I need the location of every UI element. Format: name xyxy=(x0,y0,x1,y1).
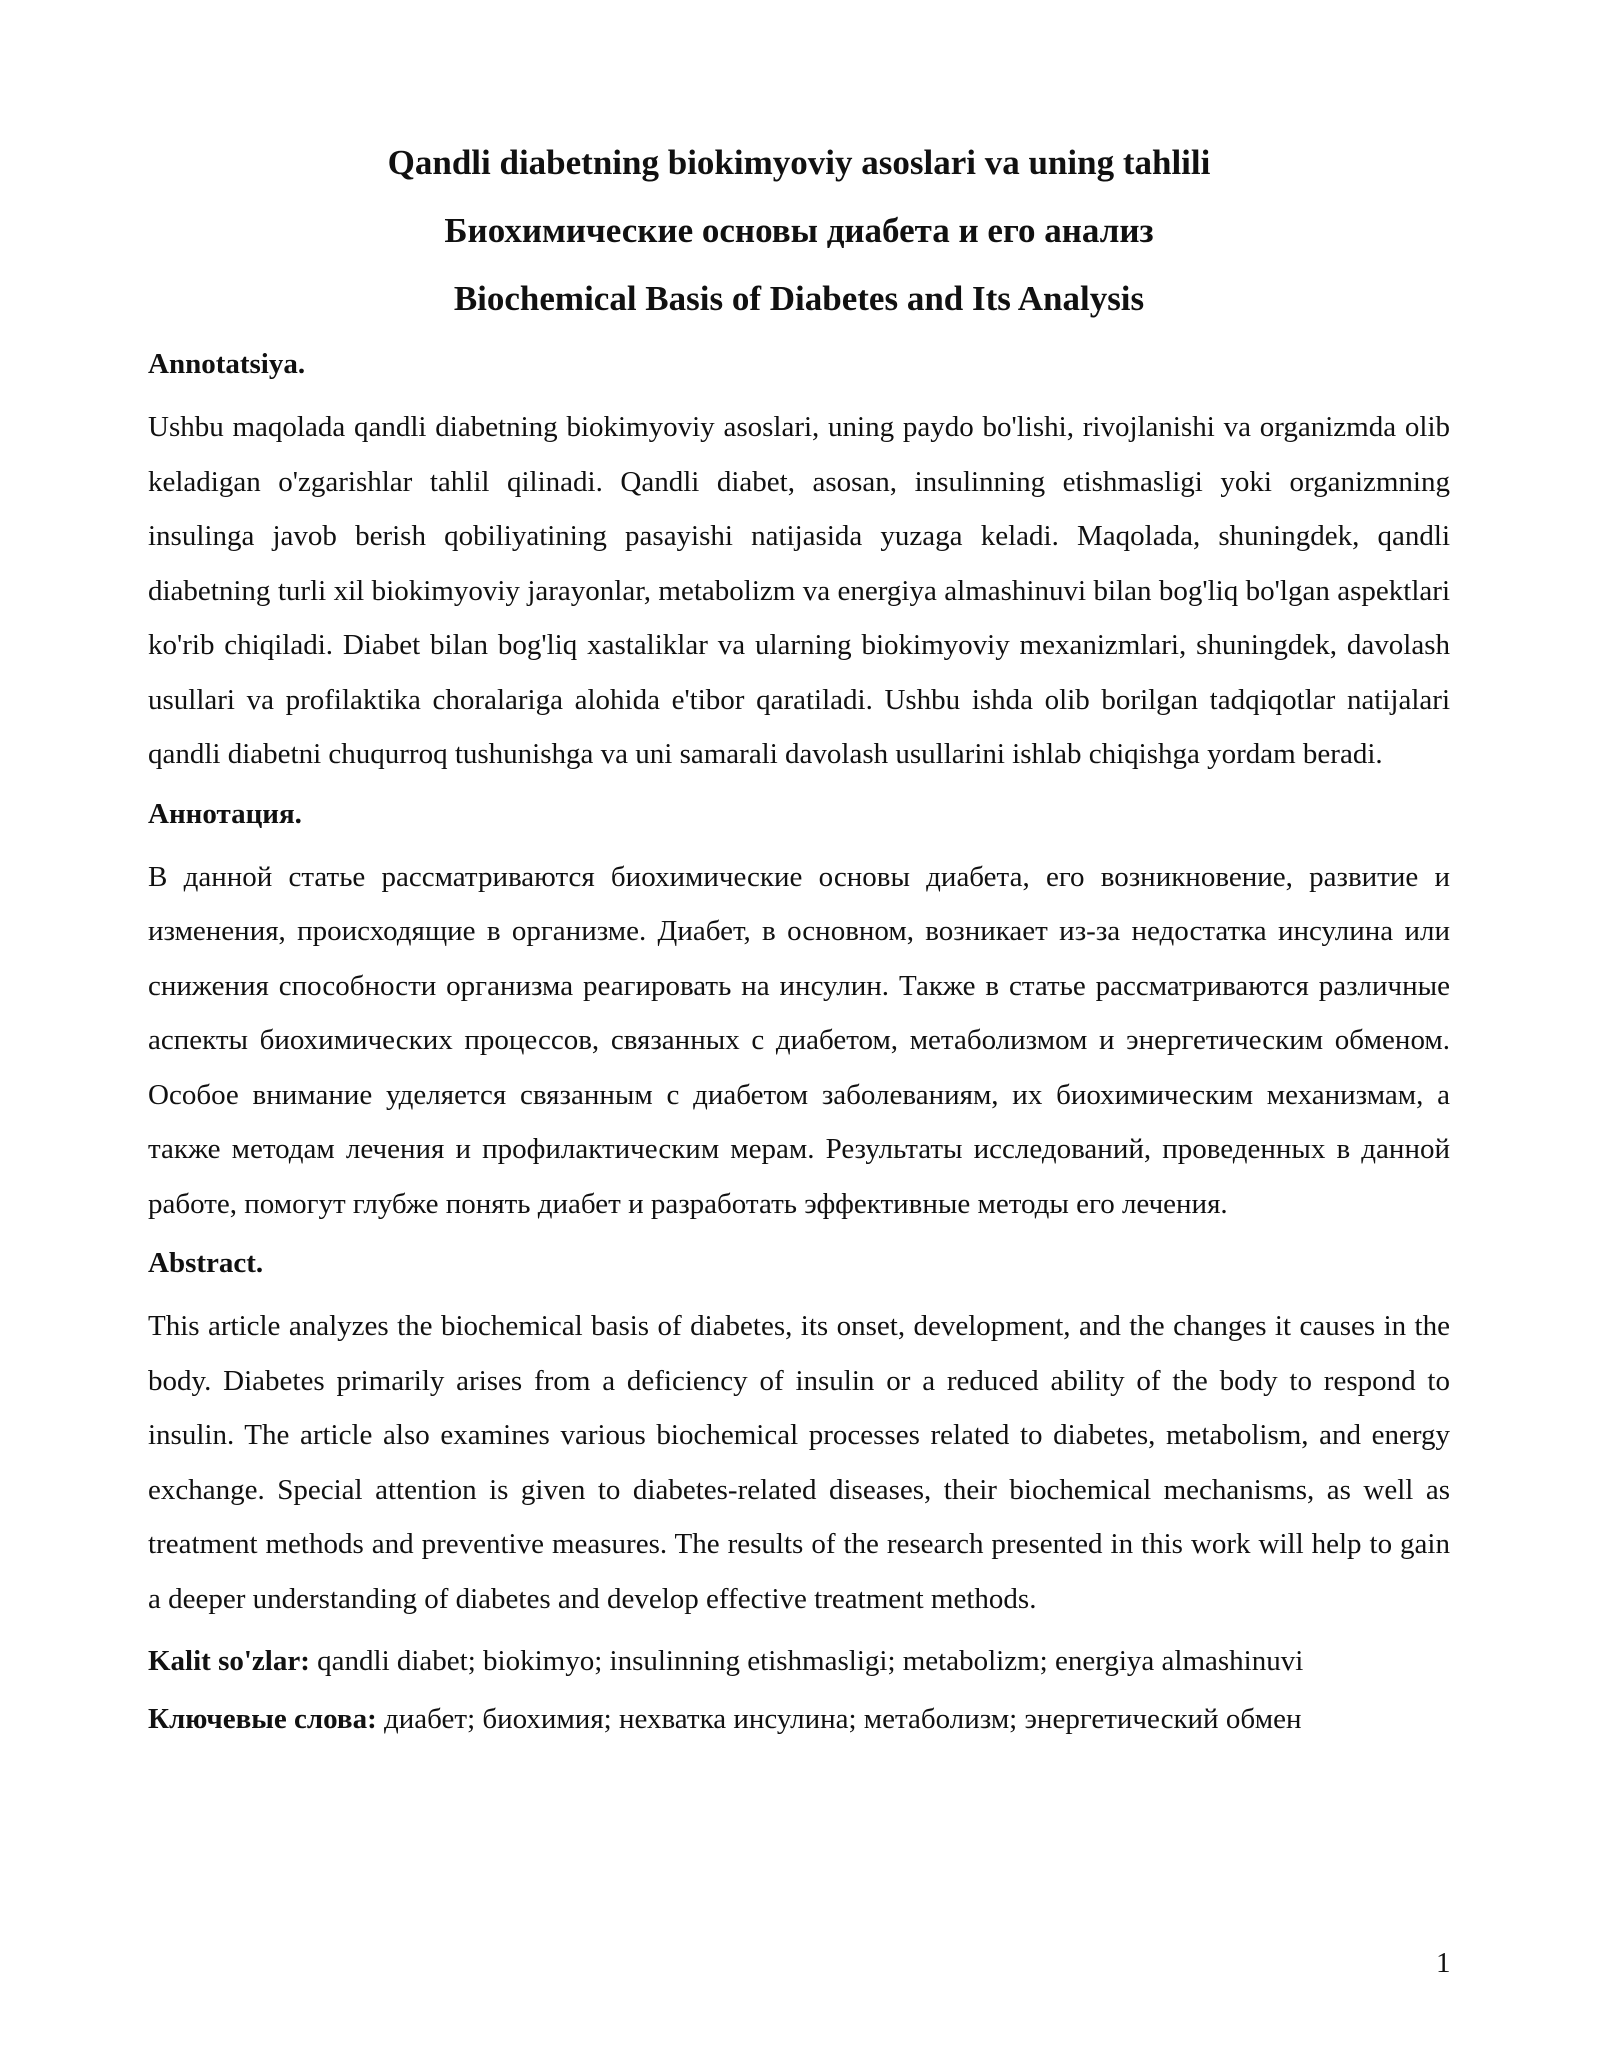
keywords-uzbek-list: qandli diabet; biokimyo; insulinning etishmasligi; metabolizm; energiya almashinuvi xyxy=(309,1645,1304,1677)
keywords-russian-label: Ключевые слова: xyxy=(148,1703,377,1735)
annotation-uzbek-section xyxy=(148,344,1450,782)
annotation-russian-section xyxy=(148,794,1450,1232)
abstract-english-section xyxy=(148,1243,1450,1626)
title-uzbek: Qandli diabetning biokimyoviy asoslari va uning tahlili xyxy=(387,143,1211,182)
title-block xyxy=(148,140,1450,322)
article-page xyxy=(148,140,1450,1748)
page-number: 1 xyxy=(1436,1947,1451,1979)
annotation-russian-heading: Аннотация. xyxy=(148,797,302,830)
keywords-uzbek xyxy=(148,1632,1450,1690)
annotation-uzbek-heading: Annotatsiya. xyxy=(148,348,306,380)
keywords-uzbek-label: Kalit so'zlar: xyxy=(148,1645,310,1677)
annotation-russian-text: В данной статье рассматриваются биохимические основы диабета, его возникновение, развитие и изменения, происходящие в организме. Диабет, в основном, возникает из-за недостатка инсулина или снижения способности организма реагировать на инсулин. Также в статье рассматриваются различные аспекты биохимических процессов, связанных с диабетом, метаболизмом и энергетическим обменом. Особое внимание уделяется связанным с диабетом заболеваниям, их биохимическим механизмам, а также методам лечения и профилактическим мерам. Результаты исследований, проведенных в данной работе, помогут глубже понять диабет и разработать эффективные методы его лечения. xyxy=(148,860,1450,1220)
title-russian: Биохимические основы диабета и его анализ xyxy=(444,211,1154,250)
keywords-russian-list: диабет; биохимия; нехватка инсулина; метаболизм; энергетический обмен xyxy=(376,1703,1302,1735)
abstract-english-text: This article analyzes the biochemical basis of diabetes, its onset, development, and the changes it causes in the body. Diabetes primarily arises from a deficiency of insulin or a reduced ability of the body to respond to insulin. The article also examines various biochemical processes related to diabetes, metabolism, and energy exchange. Special attention is given to diabetes-related diseases, their biochemical mechanisms, as well as treatment methods and preventive measures. The results of the research presented in this work will help to gain a deeper understanding of diabetes and develop effective treatment methods. xyxy=(148,1310,1450,1615)
annotation-uzbek-text: Ushbu maqolada qandli diabetning biokimyoviy asoslari, uning paydo bo'lishi, rivojlanishi va organizmda olib keladigan o'zgarishlar tahlil qilinadi. Qandli diabet, asosan, insulinning etishmasligi yoki organizmning insulinga javob berish qobiliyatining pasayishi natijasida yuzaga keladi. Maqolada, shuningdek, qandli diabetning turli xil biokimyoviy jarayonlar, metabolizm va energiya almashinuvi bilan bog'liq bo'lgan aspektlari ko'rib chiqiladi. Diabet bilan bog'liq xastaliklar va ularning biokimyoviy mexanizmlari, shuningdek, davolash usullari va profilaktika choralariga alohida e'tibor qaratiladi. Ushbu ishda olib borilgan tadqiqotlar natijalari qandli diabetni chuqurroq tushunishga va uni samarali davolash usullarini ishlab chiqishga yordam beradi. xyxy=(148,411,1450,770)
title-english: Biochemical Basis of Diabetes and Its Analysis xyxy=(453,279,1145,318)
keywords-russian xyxy=(148,1690,1450,1748)
abstract-english-heading: Abstract. xyxy=(148,1247,264,1279)
